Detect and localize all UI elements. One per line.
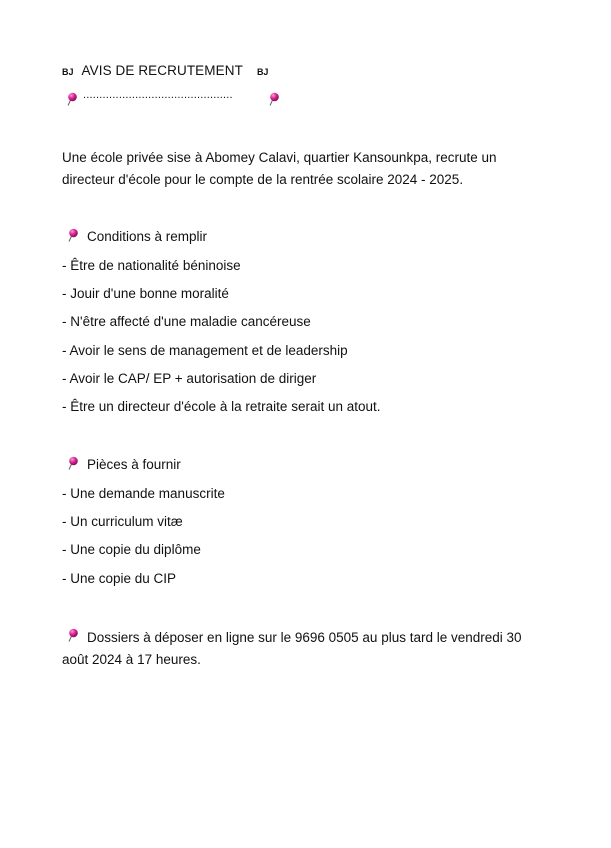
list-item: - Avoir le sens de management et de leadership xyxy=(62,343,348,358)
list-item: - N'être affecté d'une maladie cancéreuse xyxy=(62,314,311,329)
list-item: - Jouir d'une bonne moralité xyxy=(62,286,229,301)
list-item: - Avoir le CAP/ EP + autorisation de diriger xyxy=(62,371,317,386)
list-item: - Une demande manuscrite xyxy=(62,486,225,501)
closing-paragraph: Dossiers à déposer en ligne sur le 9696 0505 au plus tard le vendredi 30 août 2024 à 17 heures. xyxy=(62,630,522,667)
list-item: - Être un directeur d'école à la retraite serait un atout. xyxy=(62,399,381,414)
list-item: - Une copie du diplôme xyxy=(62,542,201,557)
pushpin-icon xyxy=(67,456,79,470)
pushpin-icon xyxy=(67,228,79,242)
conditions-title: Conditions à remplir xyxy=(87,229,208,244)
pushpin-icon xyxy=(66,92,78,106)
list-item: - Être de nationalité béninoise xyxy=(62,258,241,273)
page-title: AVIS DE RECRUTEMENT xyxy=(81,63,243,78)
list-item: - Un curriculum vitæ xyxy=(62,514,183,529)
intro-paragraph: Une école privée sise à Abomey Calavi, quartier Kansounkpa, recrute un directeur d'école pour le compte de la rentrée scolaire 2024 - 2025. xyxy=(62,150,497,187)
header-title-row xyxy=(62,63,268,78)
flag-left-label: BJ xyxy=(62,67,74,77)
flag-right-label: BJ xyxy=(256,67,269,77)
pushpin-icon xyxy=(268,92,280,106)
dotted-line: .............................................. xyxy=(83,89,233,101)
list-item: - Une copie du CIP xyxy=(62,571,177,586)
pieces-title: Pièces à fournir xyxy=(87,457,181,472)
